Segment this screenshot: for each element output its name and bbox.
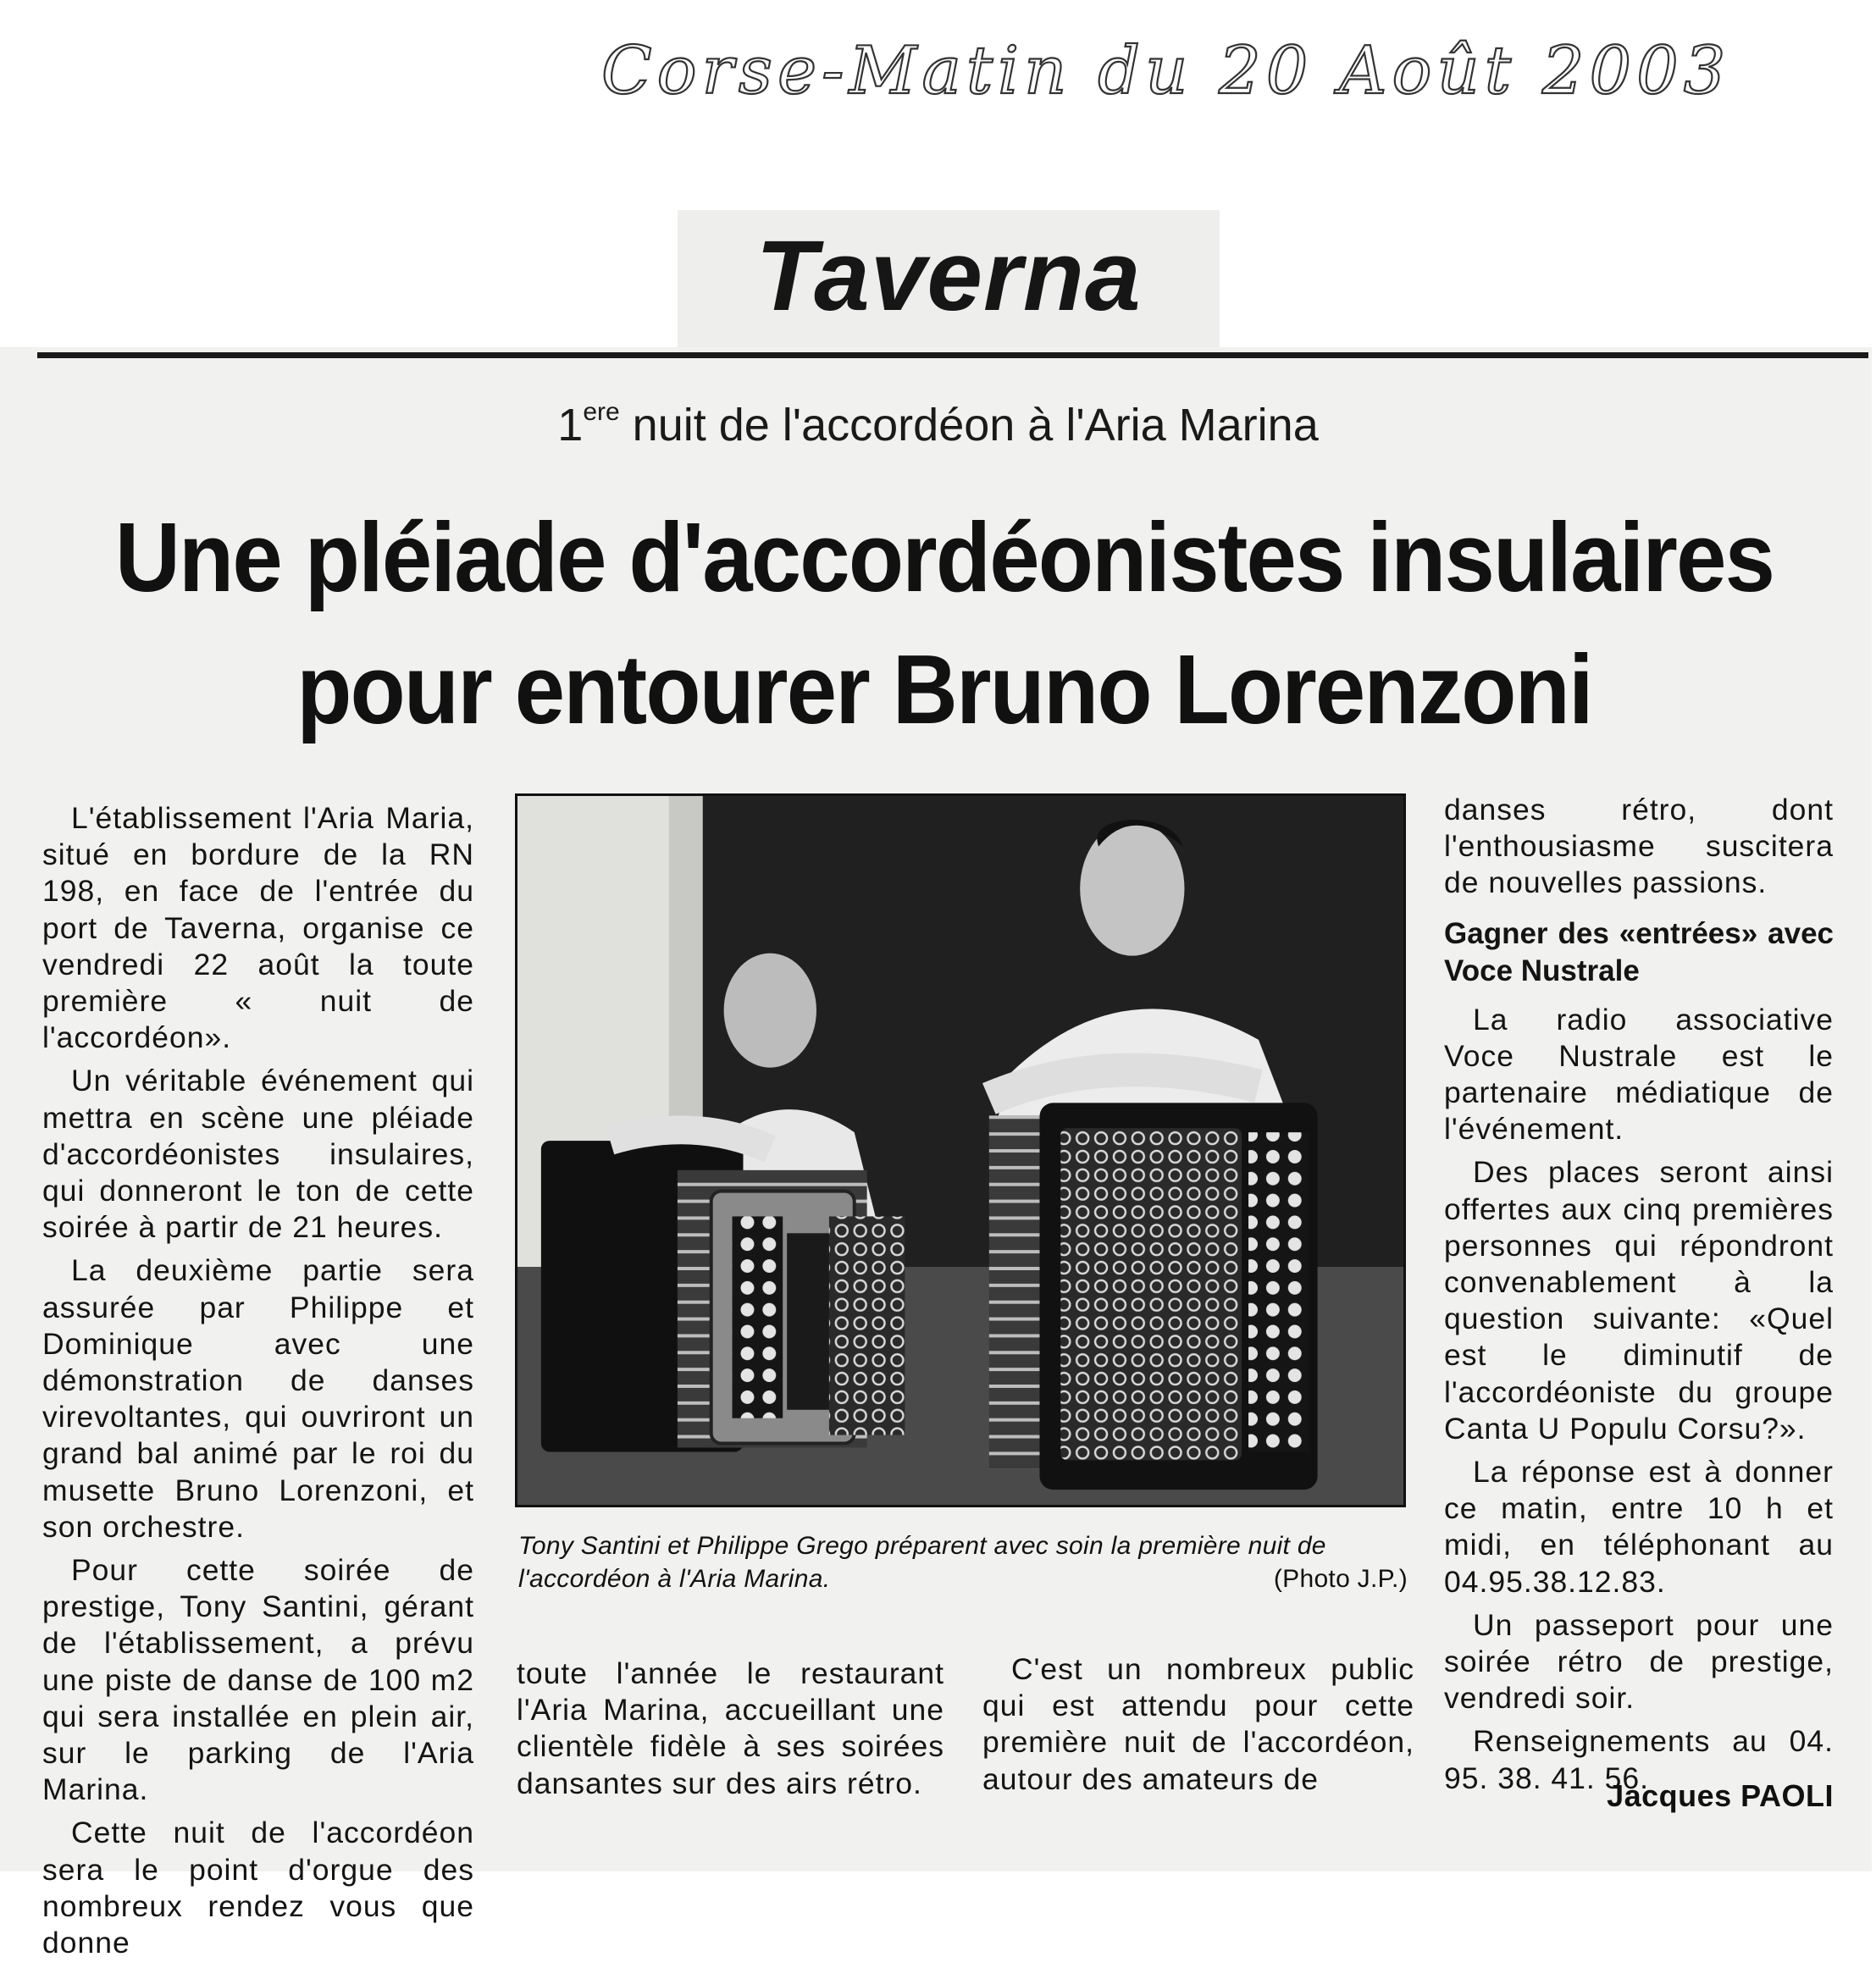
author-signature: Jacques PAOLI <box>1607 1778 1834 1813</box>
supertitle-text: nuit de l'accordéon à l'Aria Marina <box>619 400 1319 451</box>
person-2-head <box>1080 821 1184 956</box>
photo-caption-text: Tony Santini et Philippe Grego préparent avec soin la première nuit de l'accordéon à l'Aria Marina. <box>518 1532 1326 1593</box>
headline <box>107 491 1782 755</box>
supertitle-ordinal: ere <box>583 398 620 426</box>
handwritten-note <box>593 24 1731 117</box>
article-column-2 <box>517 1656 944 1809</box>
photo-caption <box>518 1529 1408 1595</box>
paragraph: Renseignements au 04. 95. 38. 41. 56. <box>1444 1724 1834 1795</box>
paragraph: Pour cette soirée de prestige, Tony Santini, gérant de l'établissement, a prévu une piste de danse de 100 m2 qui sera installée en plein air, sur le parking de l'Aria Marina. <box>42 1553 474 1807</box>
paragraph: C'est un nombreux public qui est attendu pour cette première nuit de l'accordéon, autour des amateurs de <box>982 1652 1414 1796</box>
paragraph: Un véritable événement qui mettra en scène une pléiade d'accordéonistes insulaires, qui donneront le ton de cette soirée à partir de 21 heures. <box>42 1064 474 1245</box>
paragraph: Un passeport pour une soirée rétro de prestige, vendredi soir. <box>1444 1607 1834 1716</box>
paragraph: La réponse est à donner ce matin, entre 10 h et midi, en téléphonant au 04.95.38.12.83. <box>1444 1455 1834 1599</box>
paragraph: La deuxième partie sera assurée par Philippe et Dominique avec une démonstration de danses virevoltantes, qui ouvriront un grand bal animé par le roi du musette Bruno Lorenzoni, et son orchestre. <box>42 1253 474 1544</box>
article-column-1 <box>42 800 474 1968</box>
paragraph: Cette nuit de l'accordéon sera le point d'orgue des nombreux rendez vous que donne <box>42 1816 474 1960</box>
person-1-head <box>724 954 816 1068</box>
supertitle-number: 1 <box>557 400 584 451</box>
paragraph: La radio associative Voce Nustrale est le partenaire médiatique de l'événement. <box>1444 1002 1834 1147</box>
handwritten-note-text: Corse-Matin du 20 Août 2003 <box>601 33 1731 109</box>
section-rubrique: Taverna <box>755 220 1142 332</box>
article-column-3 <box>982 1651 1414 1805</box>
rule-divider <box>37 352 1868 358</box>
paragraph: L'établissement l'Aria Maria, situé en bordure de la RN 198, en face de l'entrée du port de Taverna, organise ce vendredi 22 août la toute première « nuit de l'accordéon». <box>42 801 474 1055</box>
photo-credit: (Photo J.P.) <box>1273 1565 1408 1593</box>
headline-line-2: pour entourer Bruno Lorenzoni <box>296 634 1592 744</box>
paragraph: toute l'année le restaurant l'Aria Marina, accueillant une clientèle fidèle à ses soirées dansantes sur des airs rétro. <box>517 1656 944 1800</box>
article-column-4 <box>1444 792 1834 1804</box>
headline-line-1: Une pléiade d'accordéonistes insulaires <box>114 502 1774 612</box>
article-photo <box>515 793 1406 1507</box>
paragraph: Des places seront ainsi offertes aux cinq premières personnes qui répondront convenablement à la question suivante: «Quel est le diminutif de l'accordéoniste du groupe Canta U Populu Corsu?». <box>1444 1155 1834 1446</box>
supertitle <box>0 398 1876 451</box>
paragraph: danses rétro, dont l'enthousiasme suscitera de nouvelles passions. <box>1444 793 1834 900</box>
subheading: Gagner des «entrées» avec Voce Nustrale <box>1444 916 1834 987</box>
